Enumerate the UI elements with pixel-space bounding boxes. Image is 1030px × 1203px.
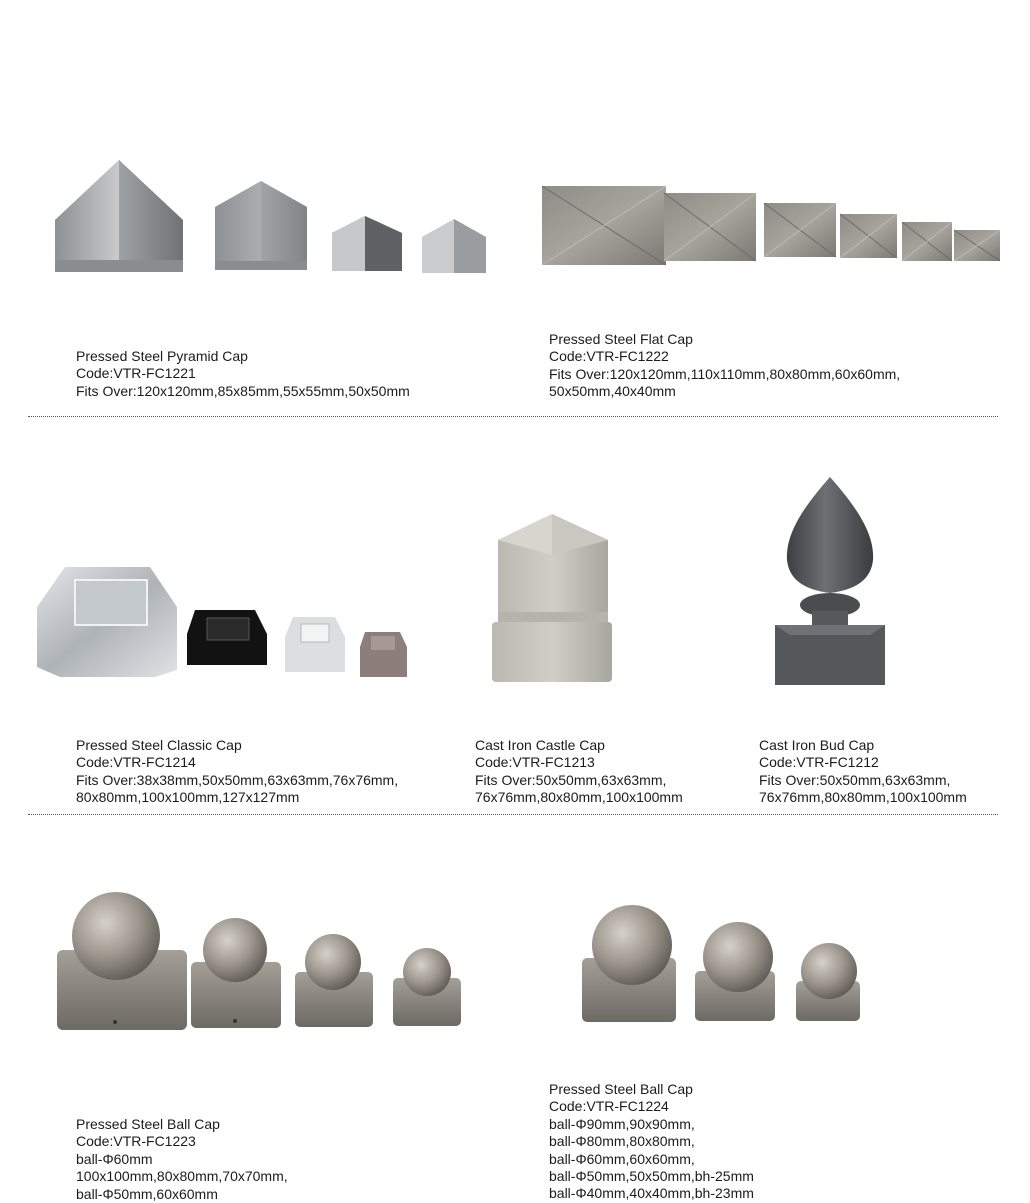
pyramid-cap-info xyxy=(76,348,410,400)
product-spec-line: 76x76mm,80x80mm,100x100mm xyxy=(475,789,683,806)
product-code: Code:VTR-FC1221 xyxy=(76,365,196,382)
castle-cap-info xyxy=(475,737,683,807)
product-spec-line: ball-Φ60mm xyxy=(76,1150,153,1167)
ball-cap-1223-info xyxy=(76,1116,288,1203)
product-spec-line: 76x76mm,80x80mm,100x100mm xyxy=(759,789,967,806)
product-code: Code:VTR-FC1214 xyxy=(76,754,196,771)
flat-cap-photo xyxy=(540,183,1005,268)
classic-cap-info xyxy=(76,737,398,807)
product-title: Pressed Steel Pyramid Cap xyxy=(76,348,248,364)
product-spec-line: ball-Φ40mm,40x40mm,bh-23mm xyxy=(549,1185,754,1202)
product-spec-line: ball-Φ90mm,90x90mm, xyxy=(549,1115,695,1132)
classic-cap-photo xyxy=(35,562,415,684)
section-divider xyxy=(28,814,998,815)
product-spec-line: Fits Over:50x50mm,63x63mm, xyxy=(759,771,951,788)
ball-cap-1224-photo xyxy=(580,903,865,1025)
product-spec-line: Fits Over:120x120mm,85x85mm,55x55mm,50x50mm xyxy=(76,382,410,399)
product-code: Code:VTR-FC1213 xyxy=(475,754,595,771)
bud-cap-photo xyxy=(770,475,890,690)
product-title: Pressed Steel Flat Cap xyxy=(549,331,693,347)
flat-cap-info xyxy=(549,331,900,401)
castle-cap-photo xyxy=(490,510,620,685)
pyramid-cap-photo xyxy=(50,155,490,280)
product-spec-line: 100x100mm,80x80mm,70x70mm, xyxy=(76,1168,288,1185)
product-spec-line: ball-Φ50mm,50x50mm,bh-25mm xyxy=(549,1168,754,1185)
product-code: Code:VTR-FC1222 xyxy=(549,348,669,365)
product-code: Code:VTR-FC1223 xyxy=(76,1133,196,1150)
product-code: Code:VTR-FC1212 xyxy=(759,754,879,771)
product-code: Code:VTR-FC1224 xyxy=(549,1098,669,1115)
product-title: Pressed Steel Ball Cap xyxy=(76,1116,220,1132)
product-spec-line: 80x80mm,100x100mm,127x127mm xyxy=(76,789,300,806)
product-title: Cast Iron Castle Cap xyxy=(475,737,605,753)
product-spec-line: 50x50mm,40x40mm xyxy=(549,383,676,400)
ball-cap-1224-info xyxy=(549,1081,754,1203)
product-title: Pressed Steel Ball Cap xyxy=(549,1081,693,1097)
bud-cap-info xyxy=(759,737,967,807)
product-spec-line: ball-Φ50mm,60x60mm xyxy=(76,1185,218,1202)
product-title: Cast Iron Bud Cap xyxy=(759,737,875,753)
product-spec-line: ball-Φ80mm,80x80mm, xyxy=(549,1133,695,1150)
product-title: Pressed Steel Classic Cap xyxy=(76,737,242,753)
product-spec-line: Fits Over:50x50mm,63x63mm, xyxy=(475,771,667,788)
ball-cap-1223-photo xyxy=(55,890,465,1035)
section-divider xyxy=(28,416,998,417)
product-spec-line: Fits Over:38x38mm,50x50mm,63x63mm,76x76mm, xyxy=(76,771,399,788)
product-spec-line: Fits Over:120x120mm,110x110mm,80x80mm,60x60mm, xyxy=(549,365,901,382)
product-spec-line: ball-Φ60mm,60x60mm, xyxy=(549,1150,695,1167)
